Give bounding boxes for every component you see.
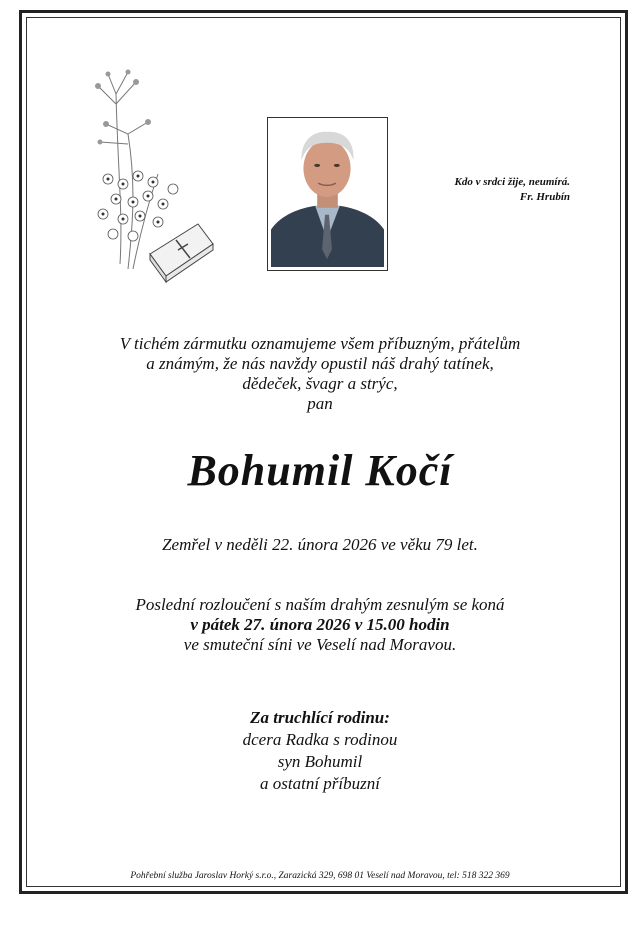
death-notice: Zemřel v neděli 22. února 2026 ve věku 79 let. (162, 535, 478, 554)
funeral-details (40, 595, 600, 655)
deceased-name: Bohumil Kočí (187, 446, 453, 495)
quote-text: Kdo v srdci žije, neumírá. (454, 176, 570, 188)
family-member: dcera Radka s rodinou (242, 730, 398, 749)
intro-line: V tichém zármutku oznamujeme všem příbuzným, přátelům (119, 334, 521, 353)
mourning-family (40, 707, 600, 795)
intro-line: a známým, že nás navždy opustil náš drahý tatínek, (146, 354, 494, 373)
flowers-and-bible-illustration (78, 64, 218, 294)
quote-author: Fr. Hrubín (519, 191, 570, 203)
portrait-photo (267, 117, 388, 271)
announcement-text (60, 334, 580, 414)
funeral-service-footer: Pohřební služba Jaroslav Horký s.r.o., Zarazická 329, 698 01 Veselí nad Moravou, tel: 518 322 369 (130, 871, 510, 881)
family-member: a ostatní příbuzní (260, 774, 380, 793)
memorial-quote (454, 175, 570, 205)
funeral-datetime: v pátek 27. února 2026 v 15.00 hodin (190, 615, 450, 634)
funeral-intro: Poslední rozloučení s naším drahým zesnulým se koná (135, 595, 505, 614)
family-member: syn Bohumil (277, 752, 363, 771)
family-heading: Za truchlící rodinu: (250, 708, 390, 727)
intro-line: dědeček, švagr a strýc, (242, 374, 398, 393)
intro-line: pan (307, 394, 333, 413)
funeral-place: ve smuteční síni ve Veselí nad Moravou. (183, 635, 457, 654)
